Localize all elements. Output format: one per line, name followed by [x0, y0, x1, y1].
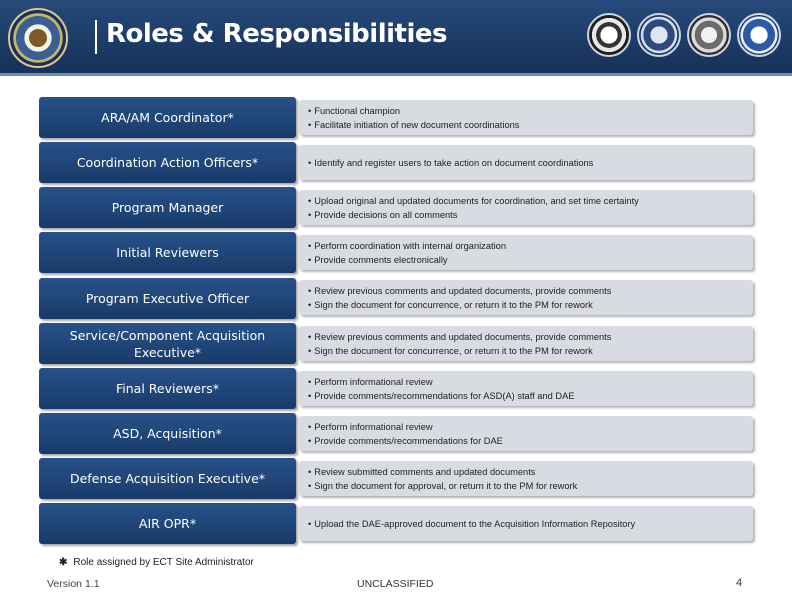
role-label: Defense Acquisition Executive*: [69, 471, 266, 486]
responsibility-box: [299, 461, 753, 496]
responsibility-item: • Provide comments/recommendations for ASD(A) staff and DAE: [308, 390, 575, 401]
version-label: Version 1.1: [47, 578, 100, 590]
responsibility-item: • Sign the document for approval, or return it to the PM for rework: [308, 480, 578, 491]
header-banner: [0, 0, 792, 73]
role-label: ARA/AM Coordinator*: [101, 110, 234, 125]
responsibility-item: • Provide decisions on all comments: [308, 209, 458, 220]
responsibility-item: • Provide comments electronically: [308, 254, 448, 265]
responsibility-item: • Facilitate initiation of new document coordinations: [308, 119, 520, 130]
page-number: 4: [736, 577, 743, 589]
role-box: [39, 187, 296, 228]
header-accent-band: [0, 73, 792, 76]
role-box: [39, 323, 296, 364]
responsibility-item: • Review previous comments and updated documents, provide comments: [308, 285, 612, 296]
responsibility-item: • Perform informational review: [308, 421, 433, 432]
responsibility-item: • Sign the document for concurrence, or return it to the PM for rework: [308, 345, 593, 356]
responsibility-box: [299, 280, 753, 315]
role-box: [39, 413, 296, 454]
responsibility-item: • Review submitted comments and updated documents: [308, 466, 536, 477]
role-label: Final Reviewers*: [116, 381, 219, 396]
page-title: Roles & Responsibilities: [106, 19, 447, 49]
responsibility-box: [299, 190, 753, 225]
role-box: [39, 458, 296, 499]
responsibility-item: • Sign the document for concurrence, or return it to the PM for rework: [308, 299, 593, 310]
title-divider: [95, 20, 97, 54]
responsibility-box: [299, 145, 753, 180]
role-label: ASD, Acquisition*: [113, 426, 222, 441]
role-box: [39, 142, 296, 183]
marine-corps-seal-icon: [687, 13, 731, 57]
asterisk-icon: ✱: [59, 557, 68, 568]
air-force-seal-icon: [737, 13, 781, 57]
classification-label: UNCLASSIFIED: [357, 578, 434, 590]
responsibility-item: • Upload original and updated documents for coordination, and set time certainty: [308, 195, 639, 206]
role-label: Program Executive Officer: [85, 291, 250, 306]
responsibility-item: • Functional champion: [308, 105, 401, 116]
responsibility-box: [299, 326, 753, 361]
role-box: [39, 278, 296, 319]
role-label: AIR OPR*: [138, 516, 197, 531]
responsibility-item: • Identify and register users to take action on document coordinations: [308, 157, 594, 168]
responsibility-item: • Perform coordination with internal organization: [308, 240, 506, 251]
dod-seal-icon: [8, 8, 68, 68]
responsibility-box: [299, 100, 753, 135]
navy-seal-icon: [637, 13, 681, 57]
responsibility-box: [299, 416, 753, 451]
role-label: Initial Reviewers: [116, 245, 219, 260]
footnote-text: Role assigned by ECT Site Administrator: [73, 557, 254, 568]
role-label: Program Manager: [111, 200, 224, 215]
responsibility-box: [299, 235, 753, 270]
role-label: Service/Component Acquisition Executive*: [69, 327, 266, 360]
responsibility-item: • Provide comments/recommendations for DAE: [308, 435, 503, 446]
responsibility-box: [299, 506, 753, 541]
role-box: [39, 503, 296, 544]
responsibility-box: [299, 371, 753, 406]
role-label: Coordination Action Officers*: [76, 155, 259, 170]
footnote: [59, 557, 254, 568]
role-box: [39, 232, 296, 273]
role-box: [39, 368, 296, 409]
army-seal-icon: [587, 13, 631, 57]
responsibility-item: • Upload the DAE-approved document to the Acquisition Information Repository: [308, 518, 636, 529]
responsibility-item: • Perform informational review: [308, 376, 433, 387]
responsibility-item: • Review previous comments and updated documents, provide comments: [308, 331, 612, 342]
role-box: [39, 97, 296, 138]
